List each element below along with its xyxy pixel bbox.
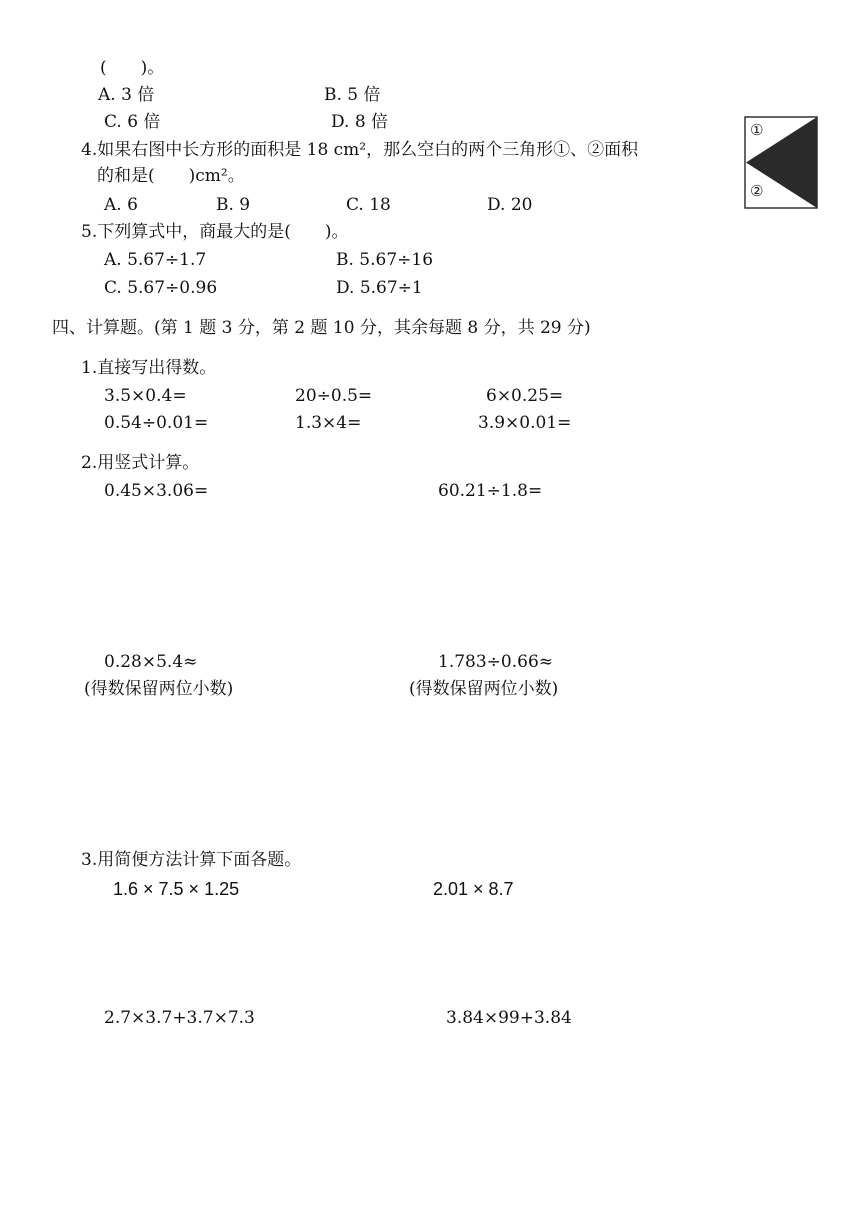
part-1-title: 1.直接写出得数。	[81, 358, 217, 378]
simplify-calc-item: 2.01 × 8.7	[433, 879, 514, 899]
q5-stem: 5.下列算式中，商最大的是( )。	[81, 222, 349, 242]
q5-option-c: C. 5.67÷0.96	[104, 278, 218, 298]
simplify-calc-item: 3.84×99+3.84	[446, 1008, 572, 1028]
section-4-heading: 四、计算题。(第 1 题 3 分，第 2 题 10 分，其余每题 8 分，共 29 分)	[52, 318, 591, 338]
q4-option-a: A. 6	[104, 195, 138, 215]
rounding-note: (得数保留两位小数)	[409, 679, 559, 699]
mental-calc-item: 1.3×4=	[295, 413, 362, 433]
mental-calc-item: 0.54÷0.01=	[104, 413, 209, 433]
mental-calc-item: 3.9×0.01=	[478, 413, 572, 433]
q3-answer-paren: ( )。	[100, 58, 165, 78]
q5-option-a: A. 5.67÷1.7	[104, 250, 207, 270]
mental-calc-item: 3.5×0.4=	[104, 386, 187, 406]
q3-option-b: B. 5 倍	[324, 85, 381, 105]
mental-calc-item: 20÷0.5=	[295, 386, 373, 406]
vertical-calc-item: 1.783÷0.66≈	[438, 652, 554, 672]
vertical-calc-item: 0.28×5.4≈	[104, 652, 198, 672]
q4-stem-line2: 的和是( )cm²。	[97, 166, 245, 186]
q3-option-a: A. 3 倍	[98, 85, 155, 105]
part-2-title: 2.用竖式计算。	[81, 453, 200, 473]
simplify-calc-item: 1.6 × 7.5 × 1.25	[113, 879, 240, 899]
q5-option-b: B. 5.67÷16	[336, 250, 434, 270]
mental-calc-item: 6×0.25=	[486, 386, 564, 406]
triangle-1-label: ①	[750, 121, 764, 139]
q4-option-b: B. 9	[216, 195, 251, 215]
triangle-2-label: ②	[750, 182, 764, 200]
q4-option-d: D. 20	[487, 195, 533, 215]
q5-option-d: D. 5.67÷1	[336, 278, 423, 298]
vertical-calc-item: 0.45×3.06=	[104, 481, 209, 501]
q3-option-c: C. 6 倍	[104, 112, 161, 132]
simplify-calc-item: 2.7×3.7+3.7×7.3	[104, 1008, 255, 1028]
q3-option-d: D. 8 倍	[331, 112, 389, 132]
q4-option-c: C. 18	[346, 195, 391, 215]
rectangle-triangle-figure	[744, 116, 818, 209]
vertical-calc-item: 60.21÷1.8=	[438, 481, 543, 501]
rounding-note: (得数保留两位小数)	[84, 679, 234, 699]
part-3-title: 3.用简便方法计算下面各题。	[81, 850, 302, 870]
q4-stem-line1: 4.如果右图中长方形的面积是 18 cm²，那么空白的两个三角形①、②面积	[81, 140, 639, 160]
